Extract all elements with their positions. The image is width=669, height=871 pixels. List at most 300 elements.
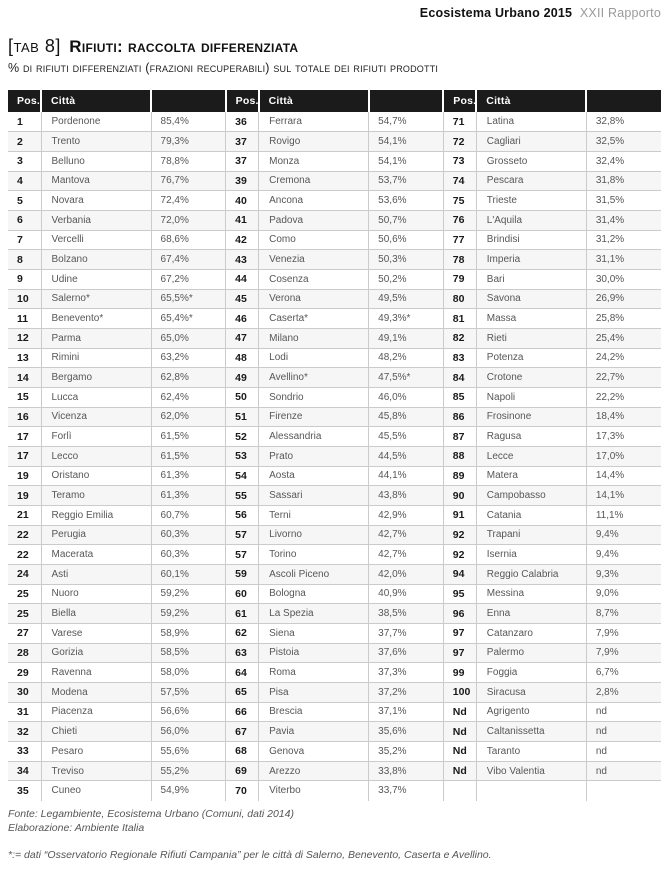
value-cell: 37,2% (369, 682, 444, 702)
city-cell: Udine (41, 269, 151, 289)
city-cell: Cuneo (41, 781, 151, 801)
pos-cell: 22 (17, 548, 29, 561)
value-cell: 44,5% (369, 446, 444, 466)
city-cell: Macerata (41, 545, 151, 565)
city-cell: Cremona (259, 171, 369, 191)
value-cell: 42,0% (369, 564, 444, 584)
city-cell: Latina (476, 112, 586, 132)
city-cell: Aosta (259, 466, 369, 486)
elaboration-line: Elaborazione: Ambiente Italia (8, 821, 145, 834)
city-cell: Teramo (41, 486, 151, 506)
value-cell: 61,5% (151, 446, 226, 466)
pos-cell: 16 (17, 410, 29, 423)
pos-cell: 86 (443, 407, 476, 427)
value-cell: nd (586, 722, 661, 742)
table-row (8, 210, 661, 230)
table-row (8, 269, 661, 289)
value-cell: 25,8% (586, 309, 661, 329)
pos-cell: 79 (443, 269, 476, 289)
table-row (8, 722, 661, 742)
value-cell: 7,9% (586, 643, 661, 663)
pos-cell: 47 (226, 328, 259, 348)
city-cell: Terni (259, 505, 369, 525)
pos-cell: 74 (443, 171, 476, 191)
value-cell: 46,0% (369, 387, 444, 407)
pos-cell: 59 (226, 564, 259, 584)
city-cell: Lecce (476, 446, 586, 466)
pos-cell: 50 (226, 387, 259, 407)
city-cell: Taranto (476, 742, 586, 762)
pos-cell: 9 (17, 273, 23, 286)
value-cell: 55,2% (151, 761, 226, 781)
value-cell: 37,3% (369, 663, 444, 683)
table-row (8, 112, 661, 132)
pos-cell: 46 (226, 309, 259, 329)
city-cell: Trieste (476, 191, 586, 211)
city-cell: Forlì (41, 427, 151, 447)
pos-cell: 14 (17, 371, 29, 384)
value-cell: 79,3% (151, 132, 226, 152)
city-cell: Padova (259, 210, 369, 230)
city-cell: Trapani (476, 525, 586, 545)
table-row (8, 742, 661, 762)
pos-cell: Nd (443, 742, 476, 762)
value-cell: 50,2% (369, 269, 444, 289)
pos-cell: 67 (226, 722, 259, 742)
value-cell (586, 781, 661, 801)
value-cell: 32,5% (586, 132, 661, 152)
value-cell: 72,0% (151, 210, 226, 230)
pos-cell: 28 (17, 646, 29, 659)
city-cell: Rimini (41, 348, 151, 368)
city-cell: Isernia (476, 545, 586, 565)
city-cell: Prato (259, 446, 369, 466)
footnote-line: *:= dati “Osservatorio Regionale Rifiuti Campania” per le città di Salerno, Benevento, Caserta e Avellino. (8, 849, 492, 861)
city-cell: Como (259, 230, 369, 250)
table-row (8, 604, 661, 624)
value-cell: 60,7% (151, 505, 226, 525)
col-header-pos: Pos. (443, 90, 476, 112)
value-cell: 32,4% (586, 151, 661, 171)
value-cell: nd (586, 742, 661, 762)
pos-cell: 2 (17, 135, 23, 148)
value-cell: 33,8% (369, 761, 444, 781)
table-subtitle: % di rifiuti differenziati (frazioni recuperabili) sul totale dei rifiuti prodotti (8, 61, 439, 75)
table-row (8, 505, 661, 525)
value-cell: 9,0% (586, 584, 661, 604)
city-cell: Brescia (259, 702, 369, 722)
city-cell: Rieti (476, 328, 586, 348)
pos-cell: 55 (226, 486, 259, 506)
value-cell: 85,4% (151, 112, 226, 132)
value-cell: 9,4% (586, 525, 661, 545)
value-cell: 67,4% (151, 250, 226, 270)
pos-cell: 75 (443, 191, 476, 211)
title-block (8, 36, 661, 75)
pos-cell: 25 (17, 607, 29, 620)
pos-cell: 83 (443, 348, 476, 368)
city-cell: Enna (476, 604, 586, 624)
value-cell: 61,3% (151, 466, 226, 486)
city-cell: Alessandria (259, 427, 369, 447)
city-cell: Rovigo (259, 132, 369, 152)
ranking-table (8, 90, 661, 801)
table-row (8, 328, 661, 348)
table-row (8, 250, 661, 270)
city-cell: Perugia (41, 525, 151, 545)
city-cell: Vercelli (41, 230, 151, 250)
pos-cell: 33 (17, 745, 29, 758)
pos-cell: 65 (226, 682, 259, 702)
col-header-value (369, 90, 444, 112)
value-cell: 35,2% (369, 742, 444, 762)
value-cell: 68,6% (151, 230, 226, 250)
pos-cell: Nd (443, 761, 476, 781)
city-cell: Monza (259, 151, 369, 171)
table-row (8, 230, 661, 250)
value-cell: 6,7% (586, 663, 661, 683)
pos-cell: 39 (226, 171, 259, 191)
value-cell: 31,8% (586, 171, 661, 191)
value-cell: 7,9% (586, 623, 661, 643)
value-cell: 31,4% (586, 210, 661, 230)
value-cell: 31,2% (586, 230, 661, 250)
pos-cell: 82 (443, 328, 476, 348)
city-cell: Sondrio (259, 387, 369, 407)
city-cell: Massa (476, 309, 586, 329)
pos-cell: 25 (17, 587, 29, 600)
pos-cell: 40 (226, 191, 259, 211)
value-cell: 24,2% (586, 348, 661, 368)
pos-cell: 69 (226, 761, 259, 781)
value-cell: 60,3% (151, 525, 226, 545)
pos-cell: 60 (226, 584, 259, 604)
city-cell: Benevento* (41, 309, 151, 329)
value-cell: 40,9% (369, 584, 444, 604)
value-cell: 49,3%* (369, 309, 444, 329)
city-cell: Parma (41, 328, 151, 348)
table-row (8, 643, 661, 663)
table-row (8, 663, 661, 683)
city-cell: Siracusa (476, 682, 586, 702)
city-cell: Belluno (41, 151, 151, 171)
pos-cell: 11 (17, 312, 29, 325)
value-cell: 14,1% (586, 486, 661, 506)
pos-cell: 41 (226, 210, 259, 230)
city-cell: Reggio Calabria (476, 564, 586, 584)
pos-cell (443, 781, 476, 801)
pos-cell: 61 (226, 604, 259, 624)
pos-cell: 49 (226, 368, 259, 388)
pos-cell: 87 (443, 427, 476, 447)
value-cell: 26,9% (586, 289, 661, 309)
value-cell: 62,4% (151, 387, 226, 407)
city-cell: Lucca (41, 387, 151, 407)
table-row (8, 545, 661, 565)
value-cell: 72,4% (151, 191, 226, 211)
table-row (8, 761, 661, 781)
table-row (8, 407, 661, 427)
value-cell: 38,5% (369, 604, 444, 624)
pos-cell: 70 (226, 781, 259, 801)
value-cell: 58,5% (151, 643, 226, 663)
table-row (8, 781, 661, 801)
city-cell: Catanzaro (476, 623, 586, 643)
city-cell: Milano (259, 328, 369, 348)
value-cell: 18,4% (586, 407, 661, 427)
city-cell: Pordenone (41, 112, 151, 132)
value-cell: 65,5%* (151, 289, 226, 309)
value-cell: 31,5% (586, 191, 661, 211)
pos-cell: 99 (443, 663, 476, 683)
city-cell: Trento (41, 132, 151, 152)
value-cell: 31,1% (586, 250, 661, 270)
city-cell: Agrigento (476, 702, 586, 722)
table-header-row (8, 90, 661, 112)
city-cell: Bergamo (41, 368, 151, 388)
value-cell: 22,7% (586, 368, 661, 388)
report-brand: Ecosistema Urbano 2015 (419, 6, 573, 20)
value-cell: 53,6% (369, 191, 444, 211)
pos-cell: 100 (443, 682, 476, 702)
value-cell: 9,4% (586, 545, 661, 565)
pos-cell: 95 (443, 584, 476, 604)
value-cell: 50,7% (369, 210, 444, 230)
city-cell: Roma (259, 663, 369, 683)
value-cell: 61,3% (151, 486, 226, 506)
pos-cell: 24 (17, 568, 29, 581)
city-cell: Cagliari (476, 132, 586, 152)
city-cell: Reggio Emilia (41, 505, 151, 525)
table-row (8, 387, 661, 407)
value-cell: 59,2% (151, 604, 226, 624)
table-row (8, 368, 661, 388)
city-cell: Bologna (259, 584, 369, 604)
pos-cell: 27 (17, 627, 29, 640)
pos-cell: Nd (443, 702, 476, 722)
city-cell: Genova (259, 742, 369, 762)
city-cell: Caltanissetta (476, 722, 586, 742)
value-cell: 8,7% (586, 604, 661, 624)
city-cell: Gorizia (41, 643, 151, 663)
city-cell: Frosinone (476, 407, 586, 427)
value-cell: 37,7% (369, 623, 444, 643)
pos-cell: 32 (17, 725, 29, 738)
value-cell: 11,1% (586, 505, 661, 525)
city-cell: Verbania (41, 210, 151, 230)
pos-cell: 73 (443, 151, 476, 171)
tab-reference: [tab 8] (8, 36, 61, 56)
city-cell: Livorno (259, 525, 369, 545)
table-row (8, 171, 661, 191)
city-cell: Brindisi (476, 230, 586, 250)
city-cell: Treviso (41, 761, 151, 781)
value-cell: 42,7% (369, 545, 444, 565)
city-cell: Palermo (476, 643, 586, 663)
table-row (8, 564, 661, 584)
pos-cell: 5 (17, 194, 23, 207)
pos-cell: 44 (226, 269, 259, 289)
value-cell: 53,7% (369, 171, 444, 191)
value-cell: 54,1% (369, 151, 444, 171)
value-cell: 48,2% (369, 348, 444, 368)
pos-cell: 92 (443, 545, 476, 565)
pos-cell: 36 (226, 112, 259, 132)
city-cell: La Spezia (259, 604, 369, 624)
value-cell: 54,9% (151, 781, 226, 801)
value-cell: 54,7% (369, 112, 444, 132)
table-title-text: Rifiuti: raccolta differenziata (69, 37, 299, 56)
city-cell: Cosenza (259, 269, 369, 289)
city-cell: Pisa (259, 682, 369, 702)
city-cell: Venezia (259, 250, 369, 270)
pos-cell: 96 (443, 604, 476, 624)
value-cell: 50,6% (369, 230, 444, 250)
value-cell: 22,2% (586, 387, 661, 407)
city-cell: Oristano (41, 466, 151, 486)
city-cell: Foggia (476, 663, 586, 683)
city-cell: Catania (476, 505, 586, 525)
pos-cell: 57 (226, 525, 259, 545)
pos-cell: 31 (17, 705, 29, 718)
value-cell: 30,0% (586, 269, 661, 289)
pos-cell: 90 (443, 486, 476, 506)
city-cell: Napoli (476, 387, 586, 407)
pos-cell: 84 (443, 368, 476, 388)
pos-cell: 10 (17, 292, 29, 305)
pos-cell: 54 (226, 466, 259, 486)
value-cell: 58,9% (151, 623, 226, 643)
city-cell: Firenze (259, 407, 369, 427)
pos-cell: 52 (226, 427, 259, 447)
value-cell: 63,2% (151, 348, 226, 368)
pos-cell: 85 (443, 387, 476, 407)
pos-cell: 81 (443, 309, 476, 329)
pos-cell: 76 (443, 210, 476, 230)
table-row (8, 348, 661, 368)
value-cell: 42,7% (369, 525, 444, 545)
city-cell: Bolzano (41, 250, 151, 270)
value-cell: 76,7% (151, 171, 226, 191)
value-cell: 47,5%* (369, 368, 444, 388)
table-row (8, 702, 661, 722)
table-row (8, 486, 661, 506)
pos-cell: 97 (443, 623, 476, 643)
city-cell: L'Aquila (476, 210, 586, 230)
pos-cell: 94 (443, 564, 476, 584)
city-cell: Arezzo (259, 761, 369, 781)
value-cell: 9,3% (586, 564, 661, 584)
value-cell: 25,4% (586, 328, 661, 348)
table-row (8, 682, 661, 702)
col-header-pos: Pos. (226, 90, 259, 112)
pos-cell: 53 (226, 446, 259, 466)
city-cell: Vibo Valentia (476, 761, 586, 781)
value-cell: 44,1% (369, 466, 444, 486)
value-cell: 17,0% (586, 446, 661, 466)
pos-cell: 1 (17, 115, 23, 128)
value-cell: 65,4%* (151, 309, 226, 329)
city-cell: Bari (476, 269, 586, 289)
city-cell: Piacenza (41, 702, 151, 722)
col-header-citta: Città (41, 90, 151, 112)
table-row (8, 191, 661, 211)
pos-cell: 51 (226, 407, 259, 427)
city-cell: Grosseto (476, 151, 586, 171)
pos-cell: 92 (443, 525, 476, 545)
value-cell: 17,3% (586, 427, 661, 447)
value-cell: 65,0% (151, 328, 226, 348)
pos-cell: 22 (17, 528, 29, 541)
pos-cell: 17 (17, 430, 29, 443)
table-row (8, 427, 661, 447)
pos-cell: 12 (17, 332, 29, 345)
col-header-citta: Città (476, 90, 586, 112)
city-cell: Lodi (259, 348, 369, 368)
value-cell: 78,8% (151, 151, 226, 171)
city-cell: Asti (41, 564, 151, 584)
city-cell: Nuoro (41, 584, 151, 604)
city-cell: Matera (476, 466, 586, 486)
city-cell: Imperia (476, 250, 586, 270)
pos-cell: 7 (17, 233, 23, 246)
table-row (8, 623, 661, 643)
value-cell: 37,6% (369, 643, 444, 663)
city-cell: Campobasso (476, 486, 586, 506)
city-cell (476, 781, 586, 801)
value-cell: 35,6% (369, 722, 444, 742)
value-cell: 55,6% (151, 742, 226, 762)
pos-cell: 72 (443, 132, 476, 152)
city-cell: Pavia (259, 722, 369, 742)
city-cell: Chieti (41, 722, 151, 742)
pos-cell: 78 (443, 250, 476, 270)
value-cell: 67,2% (151, 269, 226, 289)
col-header-value (586, 90, 661, 112)
city-cell: Vicenza (41, 407, 151, 427)
pos-cell: Nd (443, 722, 476, 742)
city-cell: Sassari (259, 486, 369, 506)
value-cell: 56,0% (151, 722, 226, 742)
pos-cell: 29 (17, 666, 29, 679)
pos-cell: 97 (443, 643, 476, 663)
table-title (8, 36, 661, 57)
table-row (8, 132, 661, 152)
pos-cell: 64 (226, 663, 259, 683)
city-cell: Torino (259, 545, 369, 565)
value-cell: 43,8% (369, 486, 444, 506)
city-cell: Ragusa (476, 427, 586, 447)
value-cell: 62,0% (151, 407, 226, 427)
city-cell: Ferrara (259, 112, 369, 132)
source-line: Fonte: Legambiente, Ecosistema Urbano (Comuni, dati 2014) (8, 808, 294, 820)
city-cell: Novara (41, 191, 151, 211)
pos-cell: 19 (17, 489, 29, 502)
city-cell: Salerno* (41, 289, 151, 309)
report-edition: XXII Rapporto (579, 6, 661, 20)
city-cell: Potenza (476, 348, 586, 368)
city-cell: Avellino* (259, 368, 369, 388)
pos-cell: 30 (17, 686, 29, 699)
city-cell: Ravenna (41, 663, 151, 683)
pos-cell: 19 (17, 469, 29, 482)
pos-cell: 37 (226, 151, 259, 171)
pos-cell: 62 (226, 623, 259, 643)
pos-cell: 71 (443, 112, 476, 132)
table-row (8, 446, 661, 466)
table-row (8, 466, 661, 486)
pos-cell: 6 (17, 214, 23, 227)
